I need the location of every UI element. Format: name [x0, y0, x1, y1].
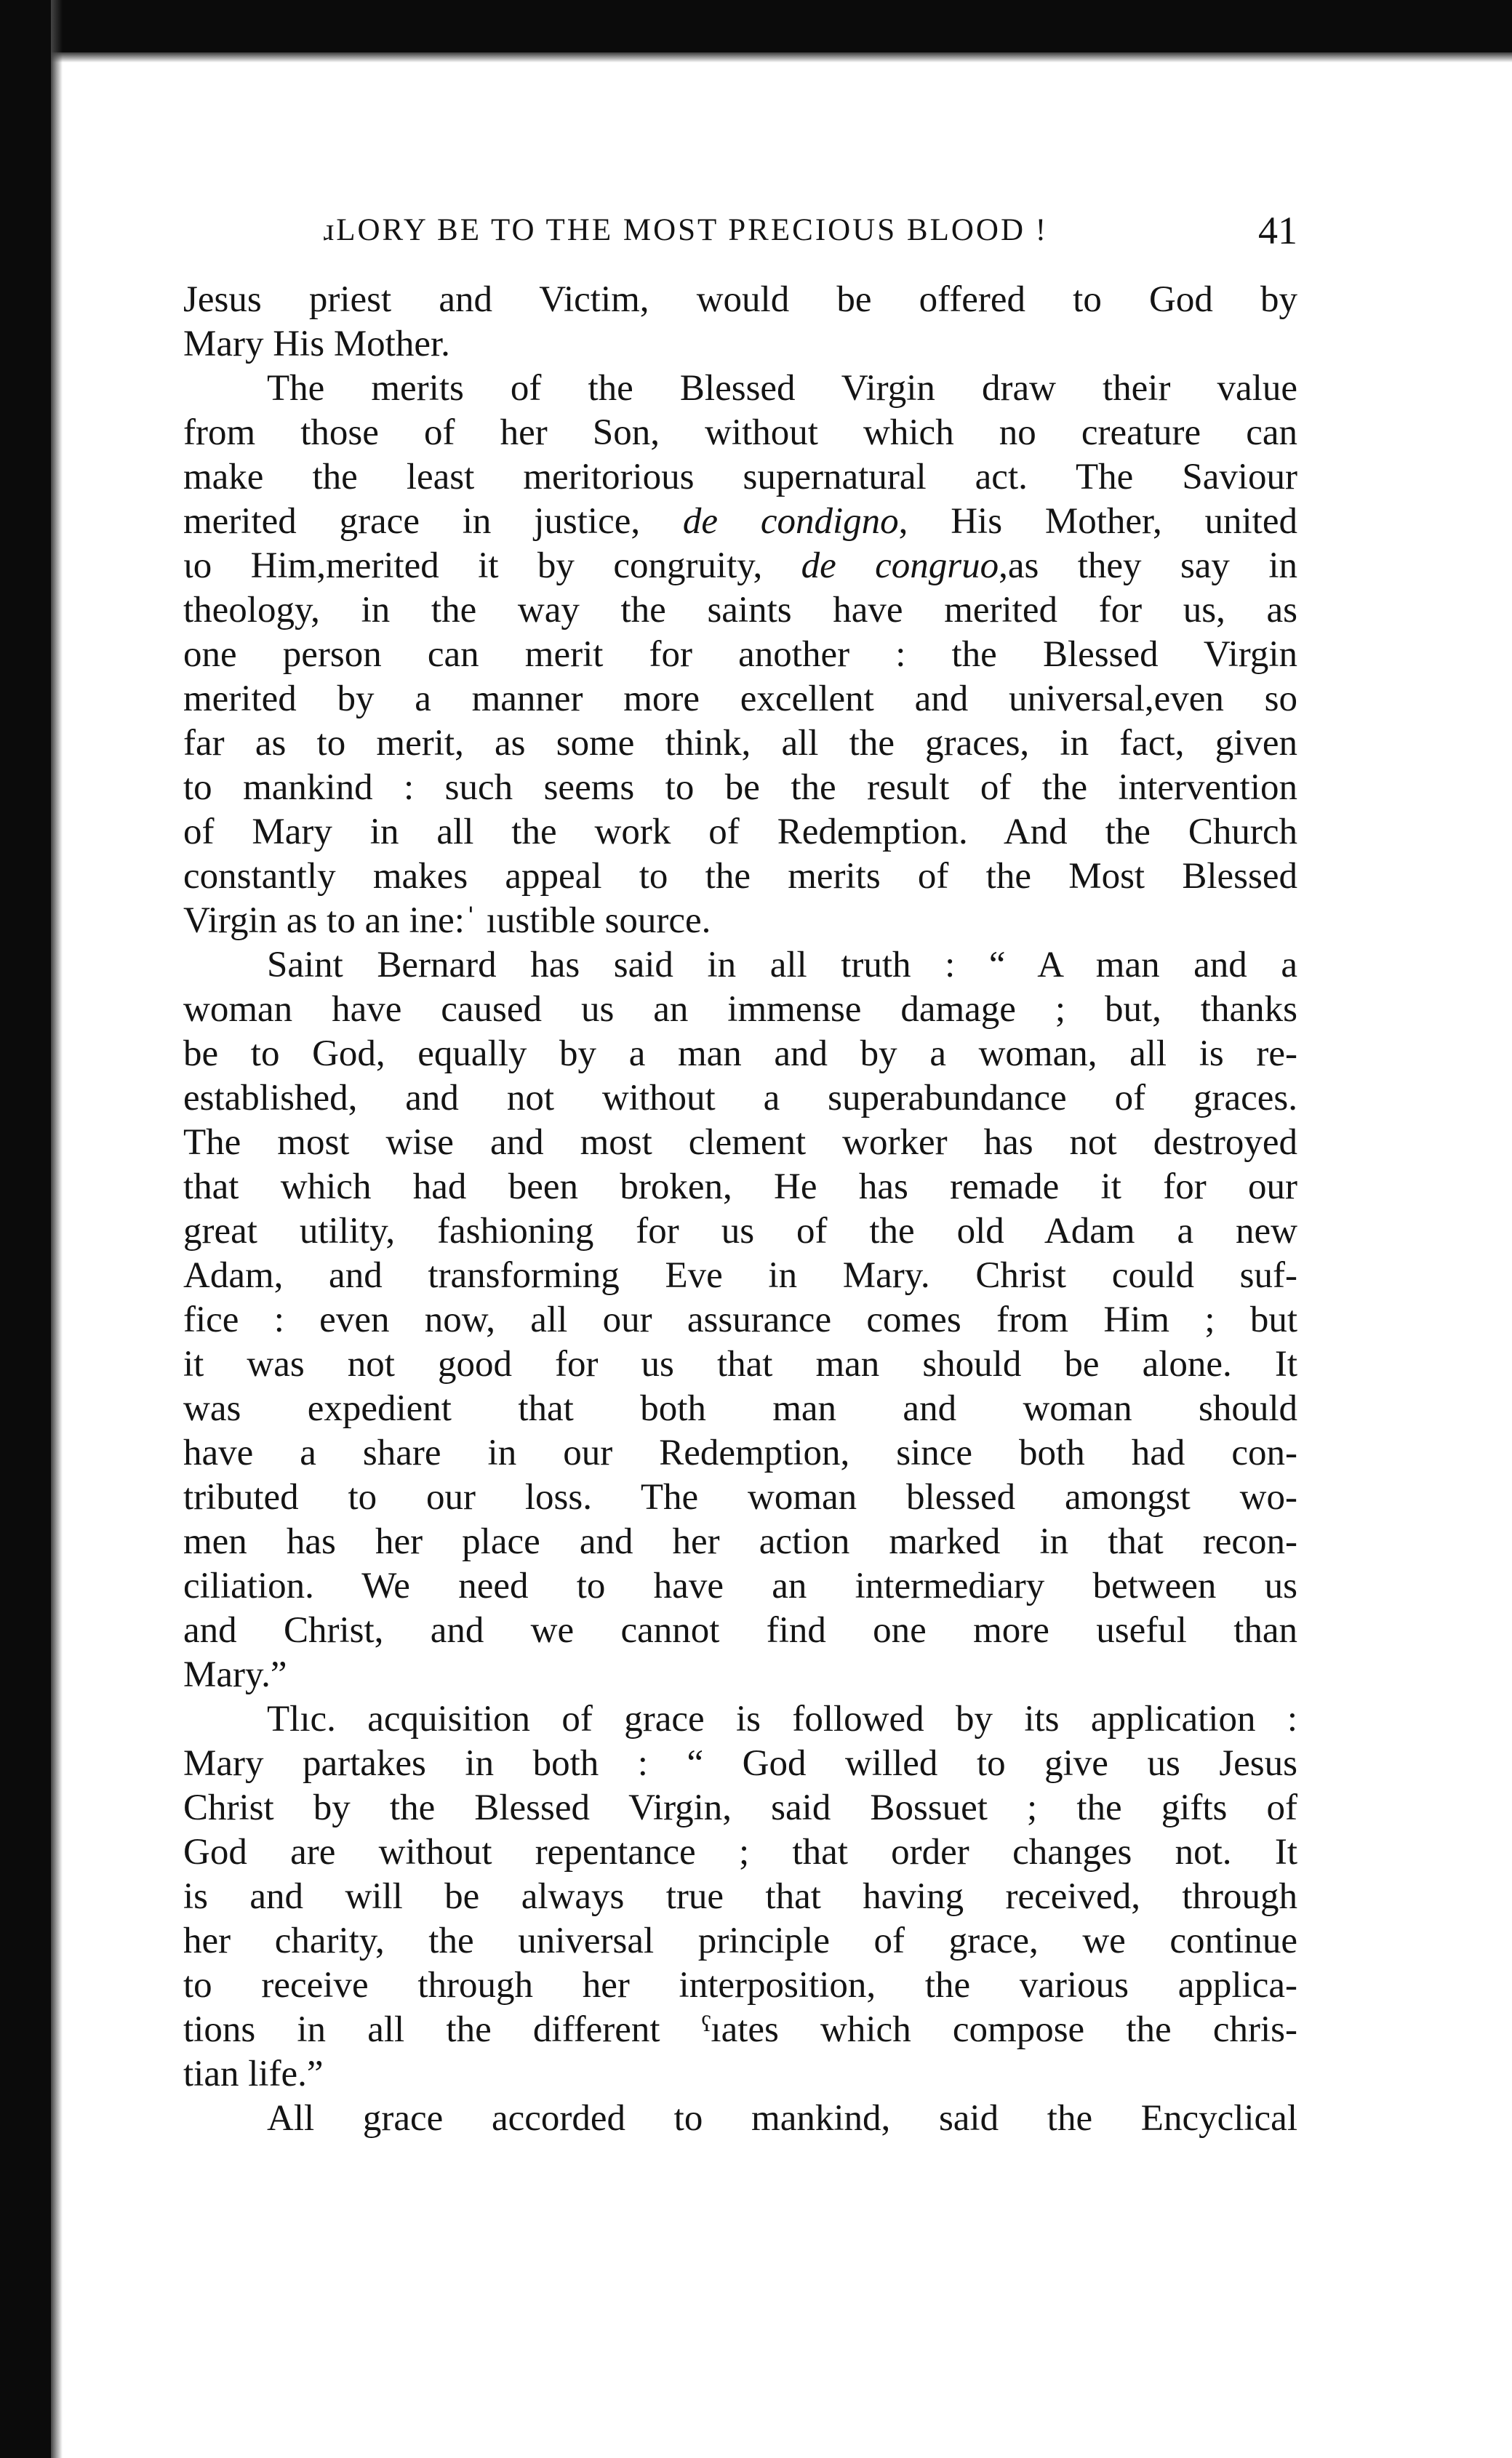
text-run: The merits of the Blessed Virgin draw their value: [267, 368, 1297, 409]
text-line: [183, 455, 1297, 500]
text-run: her charity, the universal principle of grace, we continue: [183, 1921, 1297, 1961]
scan-border-top-shadow: [0, 52, 1512, 63]
italic-phrase: de condigno: [682, 501, 899, 542]
text-line: [183, 1387, 1297, 1431]
text-line: [183, 766, 1297, 810]
paragraph: [183, 1697, 1297, 2097]
text-run: The most wise and most clement worker has not destroyed: [183, 1122, 1297, 1163]
text-run: of Mary in all the work of Redemption. And the Church: [183, 812, 1297, 852]
text-line: [183, 854, 1297, 899]
text-line: [183, 1697, 1297, 1742]
text-run: one person can merit for another : the Blessed Virgin: [183, 634, 1297, 675]
text-line: [183, 367, 1297, 411]
text-line: [183, 1564, 1297, 1609]
text-run: woman have caused us an immense damage ; but, thanks: [183, 989, 1297, 1030]
text-run: have a share in our Redemption, since both had con-: [183, 1433, 1297, 1473]
text-line: [183, 1431, 1297, 1476]
text-run: Virgin as to an ine:ˈ ıustible source.: [183, 900, 711, 941]
text-run: tions in all the different ˤıates which compose the chris-: [183, 2009, 1297, 2050]
text-run: great utility, fashioning for us of the old Adam a new: [183, 1211, 1297, 1252]
text-run: theology, in the way the saints have merited for us, as: [183, 590, 1297, 630]
scan-border-top: [0, 0, 1512, 52]
text-run: tributed to our loss. The woman blessed amongst wo-: [183, 1477, 1297, 1518]
text-line: [183, 1963, 1297, 2008]
page-number: 41: [1258, 209, 1297, 252]
text-line: [183, 2052, 1297, 2097]
scan-border-left: [0, 0, 51, 2458]
text-run: Tlıc. acquisition of grace is followed by its application :: [267, 1699, 1297, 1740]
text-line: [183, 810, 1297, 854]
text-line: [183, 899, 1297, 943]
text-run: Mary His Mother.: [183, 324, 450, 364]
paragraph: [183, 943, 1297, 1697]
text-run: it was not good for us that man should be alone. It: [183, 1344, 1297, 1385]
text-run: constantly makes appeal to the merits of the Most Blessed: [183, 856, 1297, 897]
text-line: [183, 677, 1297, 721]
paragraph: [183, 278, 1297, 367]
text-line: [183, 411, 1297, 455]
text-line: [183, 721, 1297, 766]
text-run: Saint Bernard has said in all truth : “ A man and a: [267, 945, 1297, 985]
text-line: [183, 1609, 1297, 1653]
text-line: [183, 544, 1297, 588]
text-line: [183, 2008, 1297, 2052]
text-run: that which had been broken, He has remade it for our: [183, 1166, 1297, 1207]
text-line: [183, 1298, 1297, 1342]
text-run: ,as they say in: [999, 545, 1297, 586]
text-run: far as to merit, as some think, all the graces, in fact, given: [183, 723, 1297, 764]
text-line: [183, 1032, 1297, 1076]
paragraph: [183, 367, 1297, 943]
text-run: ciliation. We need to have an intermediary between us: [183, 1566, 1297, 1606]
text-line: [183, 1520, 1297, 1564]
scan-border-left-shadow: [51, 0, 63, 2458]
text-run: , His Mother, united: [898, 501, 1297, 542]
text-line: [183, 1121, 1297, 1165]
text-line: [183, 1875, 1297, 1919]
text-line: [183, 1254, 1297, 1298]
text-line: [183, 1076, 1297, 1121]
text-run: to receive through her interposition, the various applica-: [183, 1965, 1297, 2006]
body-text: [183, 278, 1297, 2141]
text-run: merited grace in justice,: [183, 501, 683, 542]
text-run: Christ by the Blessed Virgin, said Bossuet ; the gifts of: [183, 1788, 1297, 1828]
running-head: [183, 209, 1297, 259]
text-line: [183, 322, 1297, 367]
text-run: merited by a manner more excellent and universal,even so: [183, 678, 1297, 719]
text-run: is and will be always true that having received, through: [183, 1876, 1297, 1917]
text-run: Jesus priest and Victim, would be offered to God by: [183, 279, 1297, 320]
book-page: [183, 209, 1297, 2141]
text-run: God are without repentance ; that order changes not. It: [183, 1832, 1297, 1873]
text-run: established, and not without a superabundance of graces.: [183, 1078, 1297, 1118]
text-run: was expedient that both man and woman should: [183, 1388, 1297, 1429]
text-run: from those of her Son, without which no creature can: [183, 412, 1297, 453]
text-run: Adam, and transforming Eve in Mary. Christ could suf-: [183, 1255, 1297, 1296]
italic-phrase: de congruo: [801, 545, 999, 586]
text-line: [183, 1653, 1297, 1697]
text-line: [183, 1209, 1297, 1254]
text-line: [183, 988, 1297, 1032]
text-run: Mary partakes in both : “ God willed to give us Jesus: [183, 1743, 1297, 1784]
text-run: be to God, equally by a man and by a woman, all is re-: [183, 1033, 1297, 1074]
text-line: [183, 1830, 1297, 1875]
text-line: [183, 1742, 1297, 1786]
text-line: [183, 1165, 1297, 1209]
text-run: and Christ, and we cannot find one more useful than: [183, 1610, 1297, 1651]
text-run: to mankind : such seems to be the result of the intervention: [183, 767, 1297, 808]
text-run: men has her place and her action marked in that recon-: [183, 1521, 1297, 1562]
text-line: [183, 1919, 1297, 1963]
text-line: [183, 943, 1297, 988]
running-head-title: ɹLORY BE TO THE MOST PRECIOUS BLOOD !: [323, 213, 1049, 247]
text-line: [183, 588, 1297, 633]
text-run: ɩo Him,merited it by congruity,: [183, 545, 801, 586]
text-line: [183, 2097, 1297, 2141]
text-line: [183, 278, 1297, 322]
text-run: make the least meritorious supernatural act. The Saviour: [183, 457, 1297, 497]
text-line: [183, 1342, 1297, 1387]
text-line: [183, 633, 1297, 677]
text-line: [183, 1476, 1297, 1520]
text-line: [183, 500, 1297, 544]
text-run: fice : even now, all our assurance comes from Him ; but: [183, 1300, 1297, 1340]
text-line: [183, 1786, 1297, 1830]
paragraph: [183, 2097, 1297, 2141]
text-run: tian life.”: [183, 2054, 324, 2094]
text-run: Mary.”: [183, 1654, 287, 1695]
text-run: All grace accorded to mankind, said the Encyclical: [267, 2098, 1297, 2139]
